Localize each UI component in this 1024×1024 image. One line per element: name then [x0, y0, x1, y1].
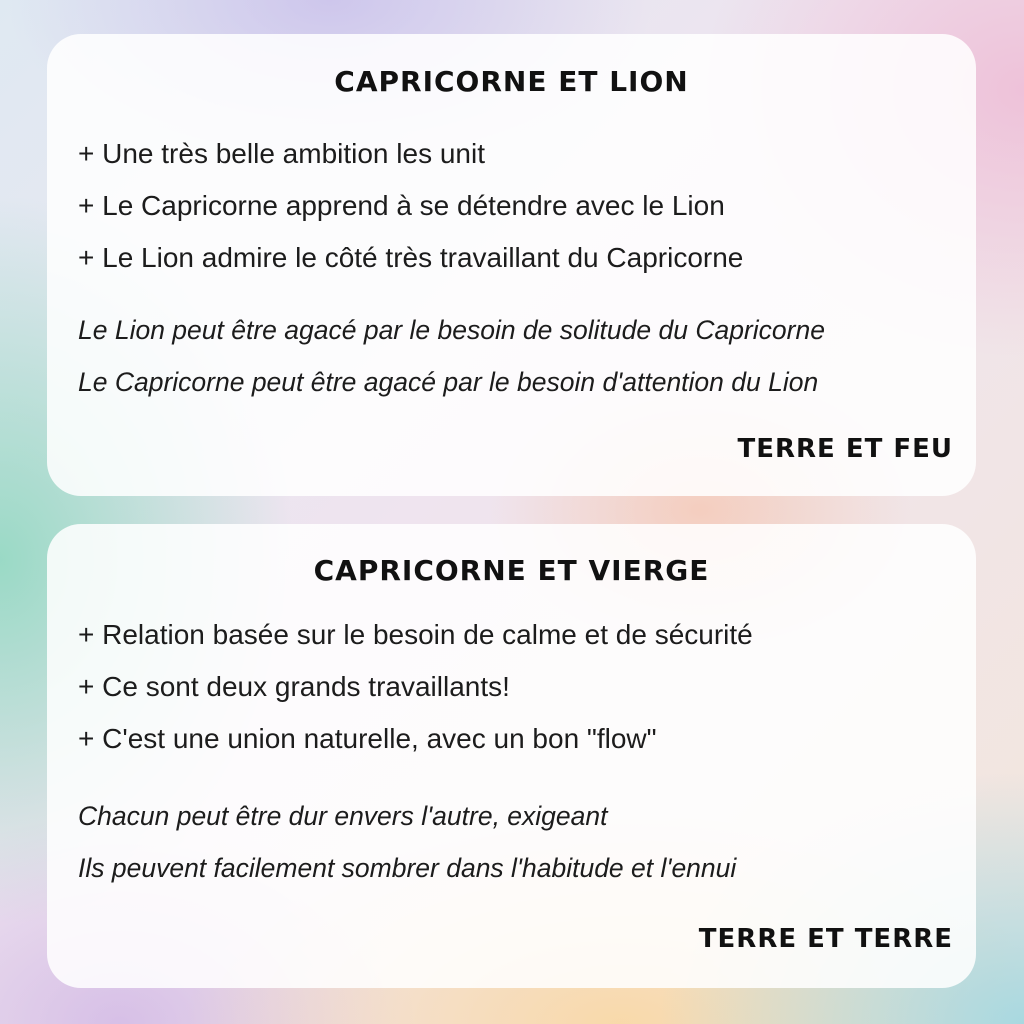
cons-list: [78, 304, 825, 408]
con-item: Chacun peut être dur envers l'autre, exigeant: [78, 801, 608, 831]
compatibility-card-capricorne-lion: [47, 34, 976, 496]
pro-item: + Le Capricorne apprend à se détendre avec le Lion: [78, 190, 725, 221]
pro-item: + C'est une union naturelle, avec un bon "flow": [78, 723, 657, 754]
con-item: Le Capricorne peut être agacé par le besoin d'attention du Lion: [78, 367, 819, 397]
element-pairing-label: TERRE ET FEU: [737, 434, 953, 464]
cons-list: [78, 790, 736, 894]
pro-item: + Une très belle ambition les unit: [78, 138, 485, 169]
con-item: Le Lion peut être agacé par le besoin de solitude du Capricorne: [78, 315, 825, 345]
element-pairing-label: TERRE ET TERRE: [698, 924, 953, 954]
compatibility-card-capricorne-vierge: [47, 524, 976, 988]
con-item: Ils peuvent facilement sombrer dans l'habitude et l'ennui: [78, 853, 737, 883]
pro-item: + Relation basée sur le besoin de calme et de sécurité: [78, 619, 753, 650]
pros-list: [78, 609, 753, 765]
card-title: CAPRICORNE ET VIERGE: [313, 554, 710, 587]
pro-item: + Ce sont deux grands travaillants!: [78, 671, 510, 702]
pro-item: + Le Lion admire le côté très travaillant du Capricorne: [78, 242, 744, 273]
card-title: CAPRICORNE ET LION: [334, 65, 689, 98]
pros-list: [78, 128, 743, 284]
